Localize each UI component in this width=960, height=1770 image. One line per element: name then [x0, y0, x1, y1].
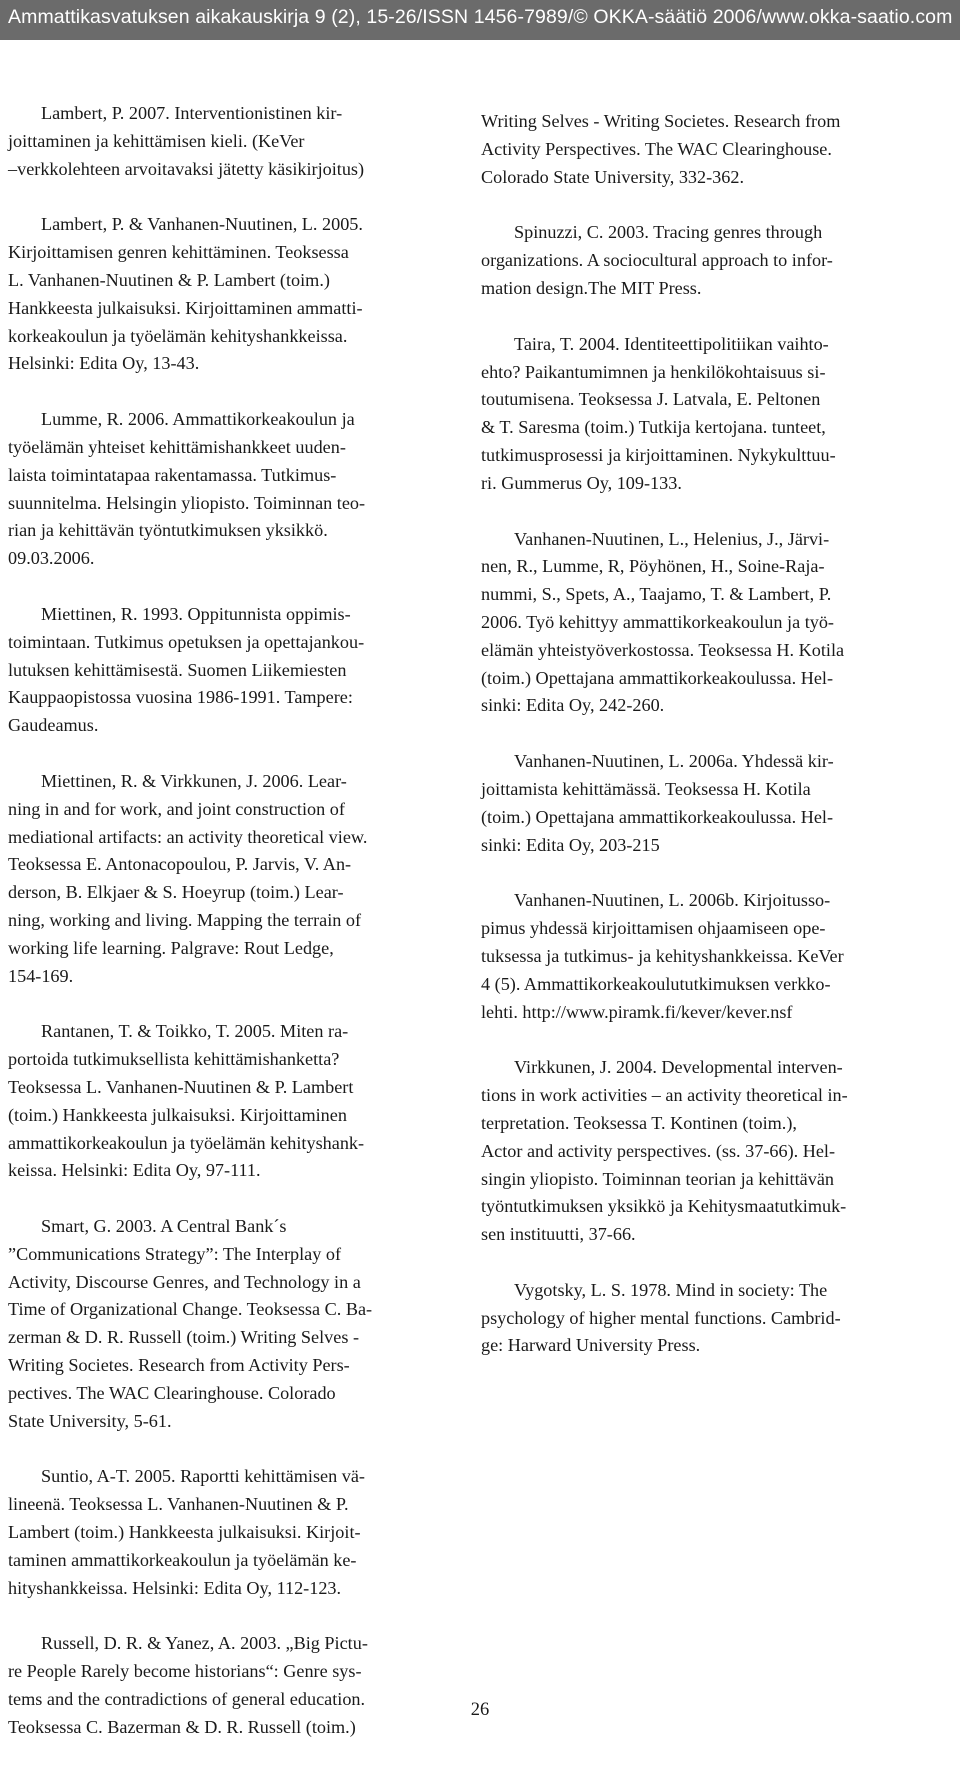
reference-line: & T. Saresma (toim.) Tutkija kertojana. tunteet,	[481, 417, 826, 438]
reference-line: ehto? Paikantumimnen ja henkilökohtaisuus si-	[481, 361, 826, 382]
reference-line: hityshankkeissa. Helsinki: Edita Oy, 112-123.	[8, 1577, 342, 1598]
reference-line: Activity, Discourse Genres, and Technology in a	[8, 1271, 361, 1292]
reference-line: L. Vanhanen-Nuutinen & P. Lambert (toim.)	[8, 269, 330, 290]
reference-entry	[8, 100, 444, 183]
reference-entry	[8, 1463, 444, 1602]
reference-line: Lambert, P. & Vanhanen-Nuutinen, L. 2005.	[41, 214, 363, 235]
reference-line: ammattikorkeakoulun ja työelämän kehityshank-	[8, 1132, 365, 1153]
page-number: 26	[470, 1700, 490, 1720]
reference-line: sinki: Edita Oy, 242-260.	[481, 695, 665, 716]
reference-line: Smart, G. 2003. A Central Bank´s	[41, 1216, 287, 1237]
reference-line: pectives. The WAC Clearinghouse. Colorado	[8, 1382, 336, 1403]
left-column	[8, 100, 444, 1770]
reference-line: –verkkolehteen arvoitavaksi jätetty käsikirjoitus)	[8, 158, 365, 179]
reference-line: Taira, T. 2004. Identiteettipolitiikan vaihto-	[514, 333, 829, 354]
reference-line: mediational artifacts: an activity theoretical view.	[8, 826, 368, 847]
reference-line: (toim.) Opettajana ammattikorkeakoulussa. Hel-	[481, 806, 834, 827]
reference-line: taminen ammattikorkeakoulun ja työelämän ke-	[8, 1549, 357, 1570]
reference-line: Kauppaopistossa vuosina 1986-1991. Tampere:	[8, 687, 353, 708]
reference-entry	[481, 331, 921, 498]
reference-line: rian ja kehittävän työntutkimuksen yksikkö.	[8, 520, 328, 541]
reference-line: ge: Harward University Press.	[481, 1335, 701, 1356]
reference-line: Suntio, A-T. 2005. Raportti kehittämisen vä-	[41, 1466, 365, 1487]
reference-entry	[481, 887, 921, 1026]
reference-entry	[8, 1018, 444, 1185]
reference-entry	[481, 108, 921, 191]
journal-header-text: Ammattikasvatuksen aikakauskirja 9 (2), 15-26/ISSN 1456-7989/© OKKA-säätiö 2006/www.okka-saatio.com	[8, 6, 953, 28]
reference-line: Lambert (toim.) Hankkeesta julkaisuksi. Kirjoit-	[8, 1522, 361, 1543]
reference-line: korkeakoulun ja työelämän kehityshankkeissa.	[8, 325, 348, 346]
reference-line: terpretation. Teoksessa T. Kontinen (toim.),	[481, 1112, 797, 1133]
reference-line: tutkimusprosessi ja kirjoittaminen. Nykykulttuu-	[481, 444, 836, 465]
reference-line: joittamista kehittämässä. Teoksessa H. Kotila	[481, 778, 811, 799]
reference-line: Rantanen, T. & Toikko, T. 2005. Miten ra-	[41, 1021, 349, 1042]
reference-line: Hankkeesta julkaisuksi. Kirjoittaminen ammatti-	[8, 297, 363, 318]
reference-line: psychology of higher mental functions. Cambrid-	[481, 1307, 841, 1328]
reference-entry	[481, 219, 921, 302]
reference-line: Teoksessa L. Vanhanen-Nuutinen & P. Lambert	[8, 1076, 354, 1097]
reference-entry	[481, 748, 921, 859]
reference-entry	[8, 1630, 444, 1741]
reference-line: Colorado State University, 332-362.	[481, 166, 745, 187]
reference-line: Russell, D. R. & Yanez, A. 2003. „Big Pictu-	[41, 1633, 368, 1654]
reference-line: sen instituutti, 37-66.	[481, 1224, 636, 1245]
reference-line: Lumme, R. 2006. Ammattikorkeakoulun ja	[41, 409, 355, 430]
reference-line: Activity Perspectives. The WAC Clearinghouse.	[481, 138, 832, 159]
reference-line: Vanhanen-Nuutinen, L. 2006b. Kirjoitusso-	[514, 890, 831, 911]
reference-line: Teoksessa C. Bazerman & D. R. Russell (toim.)	[8, 1716, 356, 1737]
reference-line: Kirjoittamisen genren kehittäminen. Teoksessa	[8, 242, 349, 263]
reference-line: Teoksessa E. Antonacopoulou, P. Jarvis, V. An-	[8, 854, 352, 875]
reference-entry	[481, 1054, 921, 1249]
reference-line: ri. Gummerus Oy, 109-133.	[481, 472, 682, 493]
reference-line: lutuksen kehittämisestä. Suomen Liikemiesten	[8, 659, 347, 680]
reference-entry	[8, 211, 444, 378]
reference-line: (toim.) Hankkeesta julkaisuksi. Kirjoittaminen	[8, 1104, 347, 1125]
reference-line: keissa. Helsinki: Edita Oy, 97-111.	[8, 1160, 261, 1181]
reference-line: (toim.) Opettajana ammattikorkeakoulussa. Hel-	[481, 667, 834, 688]
reference-line: lehti. http://www.piramk.fi/kever/kever.nsf	[481, 1001, 793, 1022]
reference-line: ”Communications Strategy”: The Interplay of	[8, 1243, 342, 1264]
reference-line: tuksessa ja tutkimus- ja kehityshankkeissa. KeVer	[481, 945, 844, 966]
reference-line: Actor and activity perspectives. (ss. 37-66). Hel-	[481, 1140, 836, 1161]
reference-line: työntutkimuksen yksikkö ja Kehitysmaatutkimuk-	[481, 1196, 847, 1217]
reference-line: Vanhanen-Nuutinen, L. 2006a. Yhdessä kir-	[514, 751, 834, 772]
reference-entry	[8, 601, 444, 740]
reference-line: lineenä. Teoksessa L. Vanhanen-Nuutinen & P.	[8, 1494, 349, 1515]
reference-line: Vygotsky, L. S. 1978. Mind in society: The	[514, 1279, 828, 1300]
reference-line: Miettinen, R. & Virkkunen, J. 2006. Lear-	[41, 770, 347, 791]
reference-entry	[481, 526, 921, 721]
reference-line: Lambert, P. 2007. Interventionistinen kir-	[41, 103, 343, 123]
reference-line: working life learning. Palgrave: Rout Ledge,	[8, 937, 334, 958]
reference-entry	[481, 1277, 921, 1360]
reference-line: joittaminen ja kehittämisen kieli. (KeVer	[8, 130, 305, 151]
reference-line: portoida tutkimuksellista kehittämishanketta?	[8, 1049, 340, 1070]
reference-line: 4 (5). Ammattikorkeakoulututkimuksen verkko-	[481, 973, 831, 994]
reference-line: työelämän yhteiset kehittämishankkeet uuden-	[8, 436, 346, 457]
reference-line: singin yliopisto. Toiminnan teorian ja kehittävän	[481, 1168, 834, 1189]
reference-line: Miettinen, R. 1993. Oppitunnista oppimis-	[41, 603, 351, 624]
reference-line: ning in and for work, and joint construction of	[8, 798, 345, 819]
reference-line: mation design.The MIT Press.	[481, 277, 702, 298]
reference-line: laista toimintatapaa rakentamassa. Tutkimus-	[8, 464, 337, 485]
reference-line: Writing Societes. Research from Activity Pers-	[8, 1355, 350, 1376]
reference-line: re People Rarely become historians“: Genre sys-	[8, 1661, 362, 1682]
reference-line: pimus yhdessä kirjoittamisen ohjaamiseen ope-	[481, 918, 826, 939]
reference-line: Gaudeamus.	[8, 715, 99, 736]
journal-header-bar	[0, 0, 960, 40]
reference-line: 09.03.2006.	[8, 548, 95, 569]
reference-line: toutumisena. Teoksessa J. Latvala, E. Peltonen	[481, 389, 821, 410]
reference-line: elämän yhteistyöverkostossa. Teoksessa H. Kotila	[481, 639, 845, 660]
reference-line: 154-169.	[8, 965, 74, 986]
reference-line: Time of Organizational Change. Teoksessa C. Ba-	[8, 1299, 373, 1320]
reference-line: nummi, S., Spets, A., Taajamo, T. & Lambert, P.	[481, 584, 832, 605]
reference-entry	[8, 1213, 444, 1435]
reference-line: organizations. A sociocultural approach to infor-	[481, 250, 833, 271]
reference-line: zerman & D. R. Russell (toim.) Writing Selves -	[8, 1327, 360, 1348]
reference-line: toimintaan. Tutkimus opetuksen ja opettajankou-	[8, 631, 365, 652]
reference-line: 2006. Työ kehittyy ammattikorkeakoulun ja työ-	[481, 611, 834, 632]
reference-line: suunnitelma. Helsingin yliopisto. Toiminnan teo-	[8, 492, 366, 513]
reference-line: State University, 5-61.	[8, 1410, 172, 1431]
reference-line: Writing Selves - Writing Societes. Research from	[481, 111, 841, 131]
reference-line: Virkkunen, J. 2004. Developmental interven-	[514, 1057, 843, 1078]
reference-entry	[8, 768, 444, 990]
reference-line: Spinuzzi, C. 2003. Tracing genres through	[514, 222, 823, 243]
reference-line: nen, R., Lumme, R, Pöyhönen, H., Soine-Raja-	[481, 556, 825, 577]
reference-line: Vanhanen-Nuutinen, L., Helenius, J., Järvi-	[514, 528, 830, 549]
reference-line: tions in work activities – an activity theoretical in-	[481, 1085, 848, 1106]
reference-line: sinki: Edita Oy, 203-215	[481, 834, 660, 855]
reference-entry	[8, 406, 444, 573]
reference-line: derson, B. Elkjaer & S. Hoeyrup (toim.) Lear-	[8, 882, 344, 903]
reference-line: Helsinki: Edita Oy, 13-43.	[8, 353, 200, 374]
reference-line: tems and the contradictions of general education.	[8, 1689, 366, 1710]
reference-line: ning, working and living. Mapping the terrain of	[8, 909, 362, 930]
right-column	[481, 108, 921, 1388]
